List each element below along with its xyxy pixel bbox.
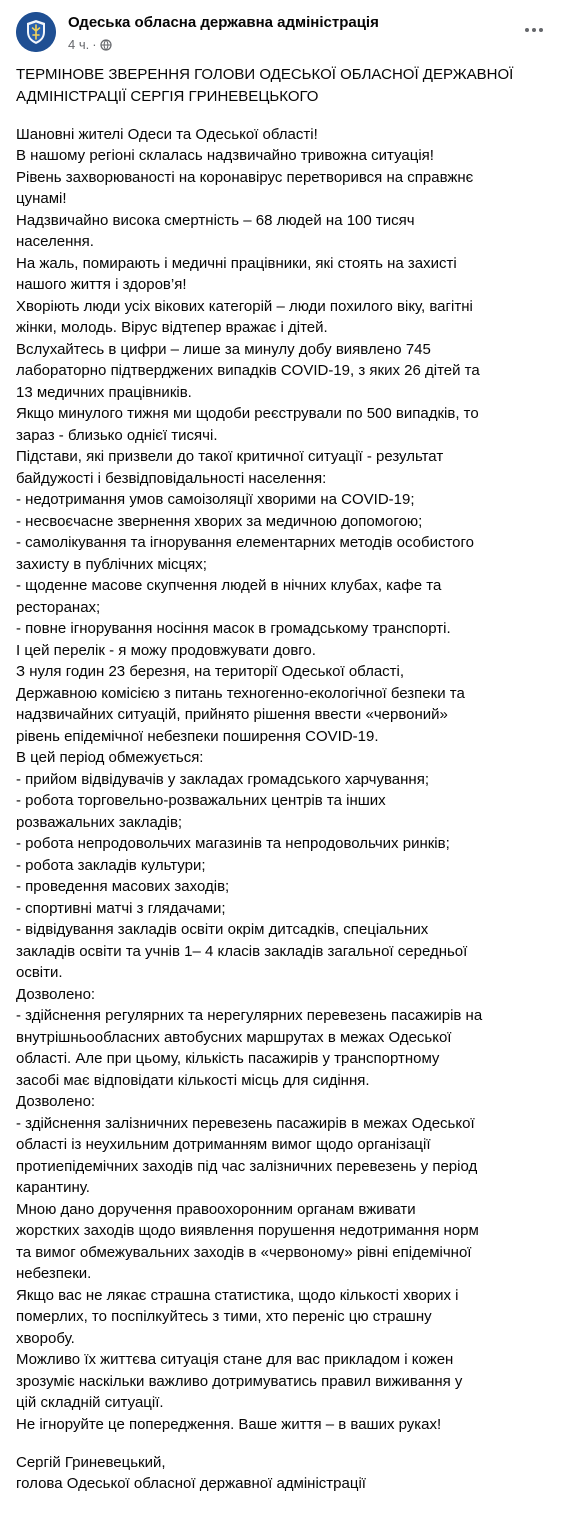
post-content (16, 64, 546, 1495)
post-time[interactable]: 4 ч. (68, 37, 90, 52)
globe-icon[interactable] (100, 39, 112, 51)
page-avatar[interactable] (16, 12, 56, 52)
more-options-button[interactable] (519, 18, 549, 42)
meta-separator: · (92, 37, 97, 52)
coat-of-arms-icon (16, 12, 56, 52)
post-title: ТЕРМІНОВЕ ЗВЕРЕННЯ ГОЛОВИ ОДЕСЬКОЇ ОБЛАСНОЇ ДЕРЖАВНОЇ АДМІНІСТРАЦІЇ СЕРГІЯ ГРИНЕВЕЦЬКОГО (16, 66, 514, 105)
post-body: Шановні жителі Одеси та Одеської області! В нашому регіоні склалась надзвичайно тривожна ситуація! Рівень захворюваності на коронавірус перетворився на справжнє цунамі! Надзвичайно висока смертність – 68 людей на 100 тисяч населення. На жаль, помирають і медичні працівники, які стоять на захисті нашого життя і здоров’я! Хворіють люди усіх вікових категорій – люди похилого віку, вагітні жінки, молодь. Вірус відтепер вражає і дітей. Вслухайтесь в цифри – лише за минулу добу виявлено 745 лабораторно підтверджених випадків COVID-19, з яких 26 дітей та 13 медичних працівників. Якщо минулого тижня ми щодоби реєстрували по 500 випадків, то зараз - близько однієї тисячі. Підстави, які призвели до такої критичної ситуації - результат байдужості і безвідповідальності населення: - недотримання умов самоізоляції хворими на COVID-19; - несвоєчасне звернення хворих за медичною допомогою; - самолікування та ігнорування елементарних методів особистого захисту в публічних місцях; - щоденне масове скупчення людей в нічних клубах, кафе та ресторанах; - повне ігнорування носіння масок в громадському транспорті. І цей перелік - я можу продовжувати довго. З нуля годин 23 березня, на території Одеської області, Державною комісією з питань техногенно-екологічної безпеки та надзвичайних ситуацій, прийнято рішення ввести «червоний» рівень епідемічної небезпеки поширення COVID-19. В цей період обмежується: - прийом відвідувачів у закладах громадського харчування; - робота торговельно-розважальних центрів та інших розважальних закладів; - робота непродовольчих магазинів та непродовольчих ринків; - робота закладів культури; - проведення масових заходів; - спортивні матчі з глядачами; - відвідування закладів освіти окрім дитсадків, спеціальних закладів освіти та учнів 1– 4 класів закладів загальної середньої освіти. Дозволено: - здійснення регулярних та нерегулярних перевезень пасажирів на внутрішньообласних автобусних маршрутах в межах Одеської області. Але при цьому, кількість пасажирів у транспортному засобі має відповідати кількості місць для сидіння. Дозволено: - здійснення залізничних перевезень пасажирів в межах Одеської області із неухильним дотриманням вимог щодо організації протиепідемічних заходів під час залізничних перевезень у період карантину. Мною дано доручення правоохоронним органам вживати жорстких заходів щодо виявлення порушення недотримання норм та вимог обмежувальних заходів в «червоному» рівні епідемічної небезпеки. Якщо вас не лякає страшна статистика, щодо кількості хворих і померлих, то поспілкуйтесь з тими, хто переніс цю страшну хворобу. Можливо їх життєва ситуація стане для вас прикладом і кожен зрозуміє наскільки важливо дотримуватись правил виживання у цій складній ситуації. Не ігноруйте це попередження. Ваше життя – в ваших руках! (16, 125, 483, 1433)
more-horizontal-icon (524, 27, 544, 33)
post-meta (68, 37, 112, 52)
page-name-link[interactable]: Одеська обласна державна адміністрація (68, 14, 379, 31)
post-signature: Сергій Гриневецький, голова Одеської обласної державної адміністрації (16, 1453, 366, 1492)
post-header (0, 0, 561, 62)
